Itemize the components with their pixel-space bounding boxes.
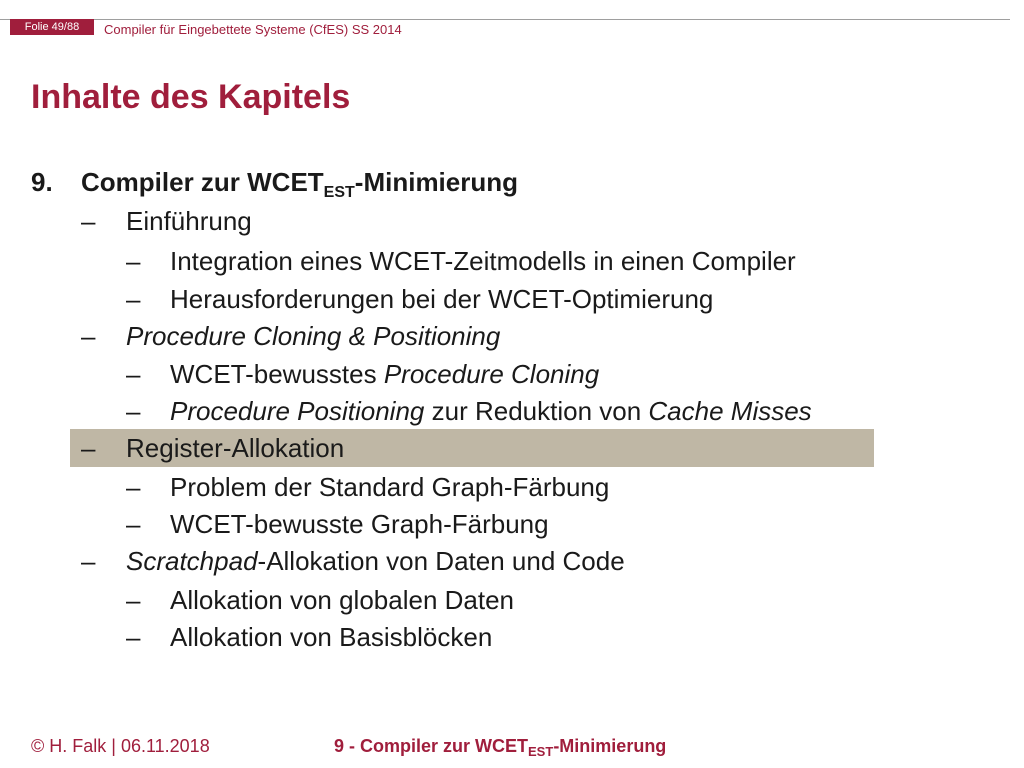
chapter-text-b: -Minimierung <box>354 167 519 197</box>
list-item-text: Register-Allokation <box>126 433 345 463</box>
bullet-dash: – <box>81 321 96 351</box>
list-item-text: Procedure Cloning & Positioning <box>126 321 501 351</box>
list-item-herausforderungen <box>70 280 713 318</box>
list-item-text: -Allokation von Daten und Code <box>257 546 625 576</box>
bullet-dash: – <box>81 546 96 576</box>
list-item-text: Integration eines WCET-Zeitmodells in einen Compiler <box>170 246 796 276</box>
course-title: Compiler für Eingebettete Systeme (CfES) SS 2014 <box>104 22 402 37</box>
list-item-basisbloecke <box>70 618 492 656</box>
bullet-dash: – <box>126 472 141 502</box>
list-item-integration <box>70 242 796 280</box>
header-rule <box>0 19 1010 20</box>
slide-title: Inhalte des Kapitels <box>31 78 351 116</box>
footer-author-date: © H. Falk | 06.11.2018 <box>31 736 210 756</box>
bullet-dash: – <box>126 509 141 539</box>
list-item-procedure-cloning-positioning <box>70 317 500 355</box>
footer-chapter-title <box>334 736 666 759</box>
list-item-wcet-cloning <box>70 355 599 393</box>
bullet-dash: – <box>126 359 141 389</box>
footer-chapter-text-b: -Minimierung <box>553 736 667 756</box>
list-item-text: Allokation von globalen Daten <box>170 585 515 615</box>
chapter-number: 9. <box>31 167 53 197</box>
list-item-procedure-positioning <box>70 392 812 430</box>
slide-number-badge: Folie 49/88 <box>10 19 94 35</box>
list-item-text: Herausforderungen bei der WCET-Optimierung <box>170 284 714 314</box>
list-item-globale-daten <box>70 581 514 619</box>
list-item-text-italic: Cache Misses <box>648 396 812 426</box>
bullet-dash: – <box>126 396 141 426</box>
list-item-graph-faerbung <box>70 468 609 506</box>
list-item-text-italic: Procedure Cloning <box>383 359 600 389</box>
bullet-dash: – <box>126 246 141 276</box>
bullet-dash: – <box>81 433 96 463</box>
list-item-text: WCET-bewusste Graph-Färbung <box>170 509 549 539</box>
list-item-text: Einführung <box>126 206 252 236</box>
bullet-dash: – <box>126 622 141 652</box>
list-item-text: Problem der Standard Graph-Färbung <box>170 472 610 502</box>
list-item-wcet-graph-faerbung <box>70 505 549 543</box>
bullet-dash: – <box>81 206 96 236</box>
list-item-text: WCET-bewusstes <box>170 359 384 389</box>
bullet-dash: – <box>126 585 141 615</box>
list-item-text-italic: Scratchpad <box>126 546 258 576</box>
chapter-text-subscript: EST <box>323 184 355 201</box>
list-item-text: Allokation von Basisblöcken <box>170 622 493 652</box>
chapter-heading <box>31 163 518 201</box>
list-item-register-allokation-highlighted <box>70 429 874 467</box>
footer-chapter-text-a: 9 - Compiler zur WCET <box>334 736 529 756</box>
footer-chapter-subscript: EST <box>528 744 554 759</box>
list-item-text-italic: Procedure Positioning <box>170 396 425 426</box>
list-item-einfuehrung <box>70 202 252 240</box>
list-item-scratchpad <box>70 542 625 580</box>
list-item-text: zur Reduktion von <box>424 396 649 426</box>
chapter-text-a: Compiler zur WCET <box>81 167 324 197</box>
bullet-dash: – <box>126 284 141 314</box>
